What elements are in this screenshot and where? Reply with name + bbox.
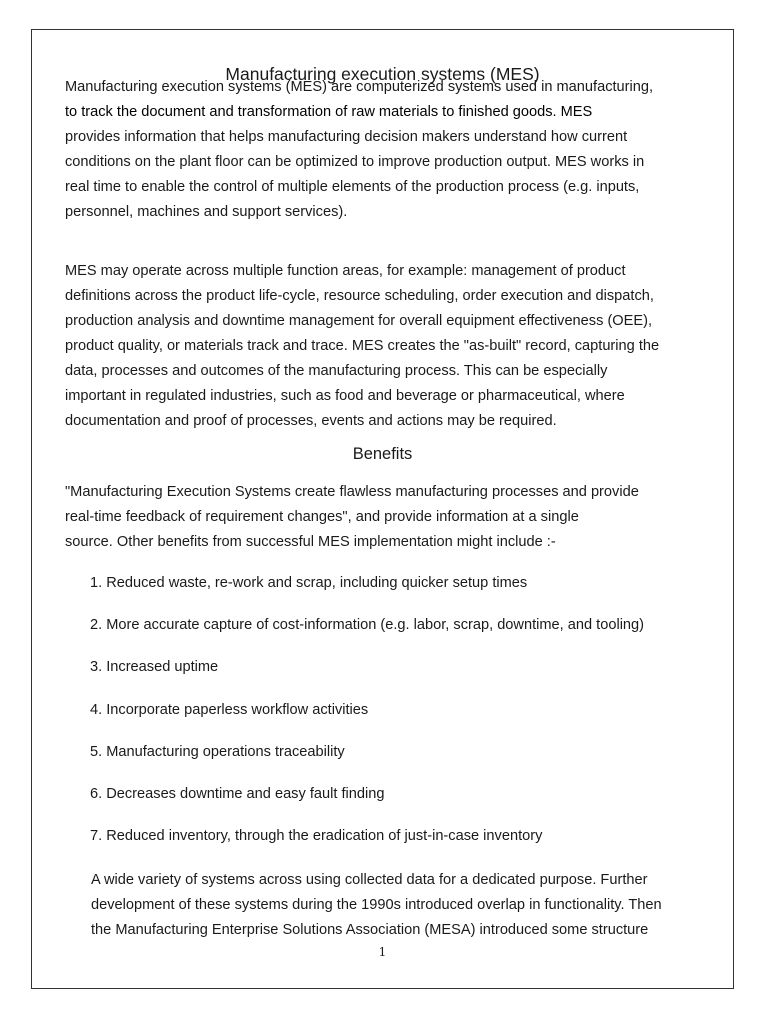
text-line: Manufacturing execution systems (MES) are computerized systems used in manufacturing, <box>65 79 654 95</box>
paragraph-functions <box>65 259 659 434</box>
text-line: important in regulated industries, such as food and beverage or pharmaceutical, where <box>65 388 625 404</box>
section-heading-benefits: Benefits <box>352 445 413 463</box>
text-line: personnel, machines and support services). <box>65 204 348 220</box>
text-line: development of these systems during the 1990s introduced overlap in functionality. Then <box>91 897 662 913</box>
text-line: the Manufacturing Enterprise Solutions Association (MESA) introduced some structure <box>91 922 649 938</box>
list-item: 1. Reduced waste, re-work and scrap, including quicker setup times <box>90 575 528 591</box>
text-line: conditions on the plant floor can be optimized to improve production output. MES works in <box>65 154 645 170</box>
benefits-list <box>90 573 644 868</box>
list-item: 6. Decreases downtime and easy fault finding <box>90 785 385 802</box>
document-title: Manufacturing execution systems (MES) <box>225 64 540 84</box>
paragraph-history <box>91 868 662 943</box>
text-line: documentation and proof of processes, events and actions may be required. <box>65 413 557 429</box>
text-line: product quality, or materials track and trace. MES creates the "as-built" record, capturing the <box>65 338 660 354</box>
text-line: real-time feedback of requirement changes", and provide information at a single <box>65 509 579 525</box>
list-item: 7. Reduced inventory, through the eradication of just-in-case inventory <box>90 828 543 845</box>
text-line: production analysis and downtime management for overall equipment effectiveness (OEE), <box>65 313 653 329</box>
list-item: 3. Increased uptime <box>90 659 219 676</box>
list-item: 2. More accurate capture of cost-information (e.g. labor, scrap, downtime, and tooling) <box>90 617 645 634</box>
text-line: real time to enable the control of multiple elements of the production process (e.g. inputs, <box>65 179 640 195</box>
text-line: definitions across the product life-cycle, resource scheduling, order execution and dispatch, <box>65 288 654 304</box>
text-line: A wide variety of systems across using collected data for a dedicated purpose. Further <box>91 872 648 888</box>
paragraph-intro <box>65 75 653 225</box>
list-item: 4. Incorporate paperless workflow activities <box>90 701 369 718</box>
text-line: "Manufacturing Execution Systems create flawless manufacturing processes and provide <box>65 484 639 500</box>
text-line: data, processes and outcomes of the manufacturing process. This can be especially <box>65 363 608 379</box>
text-line: source. Other benefits from successful MES implementation might include :- <box>65 534 556 550</box>
text-line: MES may operate across multiple function areas, for example: management of product <box>65 263 626 279</box>
page-number: 1 <box>378 945 387 959</box>
list-item: 5. Manufacturing operations traceability <box>90 743 345 760</box>
text-line: to track the document and transformation of raw materials to finished goods. MES <box>65 104 593 120</box>
paragraph-benefits-intro <box>65 480 639 555</box>
text-line: provides information that helps manufacturing decision makers understand how current <box>65 129 628 145</box>
